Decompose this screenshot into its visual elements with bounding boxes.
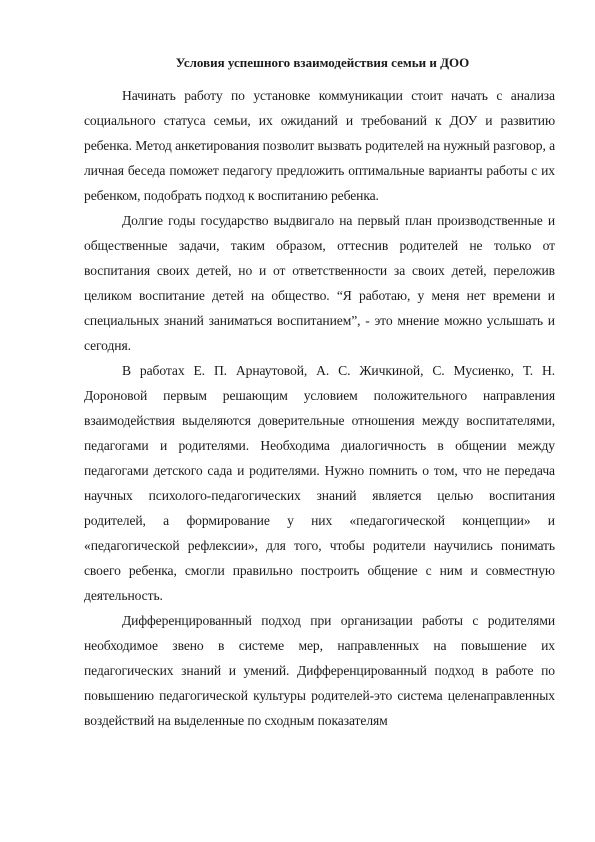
- paragraph-state-priorities: Долгие годы государство выдвигало на первый план производственные и общественные задачи, таким образом, оттеснив родителей не только от воспитания своих детей, но и от ответственности за своих детей, переложив целиком воспитание детей на общество. “Я работаю, у меня нет времени и специальных знаний заниматься воспитанием”, - это мнение можно услышать и сегодня.: [84, 213, 555, 353]
- paragraph-communication: Начинать работу по установке коммуникации стоит начать с анализа социального статуса семьи, их ожиданий и требований к ДОУ и развитию ребенка. Метод анкетирования позволит вызвать родителей на нужный разговор, а личная беседа поможет педагогу предложить оптимальные варианты работы с их ребенком, подобрать подход к воспитанию ребенка.: [84, 88, 555, 203]
- document-title: Условия успешного взаимодействия семьи и ДОО: [175, 55, 470, 70]
- document-body: [84, 54, 555, 733]
- paragraph-trust-relations: В работах Е. П. Арнаутовой, А. С. Жичкиной, С. Мусиенко, Т. Н. Дороновой первым решающим условием положительного направления взаимодействия выделяются доверительные отношения между воспитателями, педагогами и родителями. Необходима диалогичность в общении между педагогами детского сада и родителями. Нужно помнить о том, что не передача научных психолого-педагогических знаний является целью воспитания родителей, а формирование у них «педагогической концепции» и «педагогической рефлексии», для того, чтобы родители научились понимать своего ребенка, смогли правильно построить общение с ним и совместную деятельность.: [84, 363, 555, 603]
- paragraph-differentiated-approach: Дифференцированный подход при организации работы с родителями необходимое звено в системе мер, направленных на повышение их педагогических знаний и умений. Дифференцированный подход в работе по повышению педагогической культуры родителей-это система целенаправленных воздействий на выделенные по сходным показателям: [84, 613, 555, 728]
